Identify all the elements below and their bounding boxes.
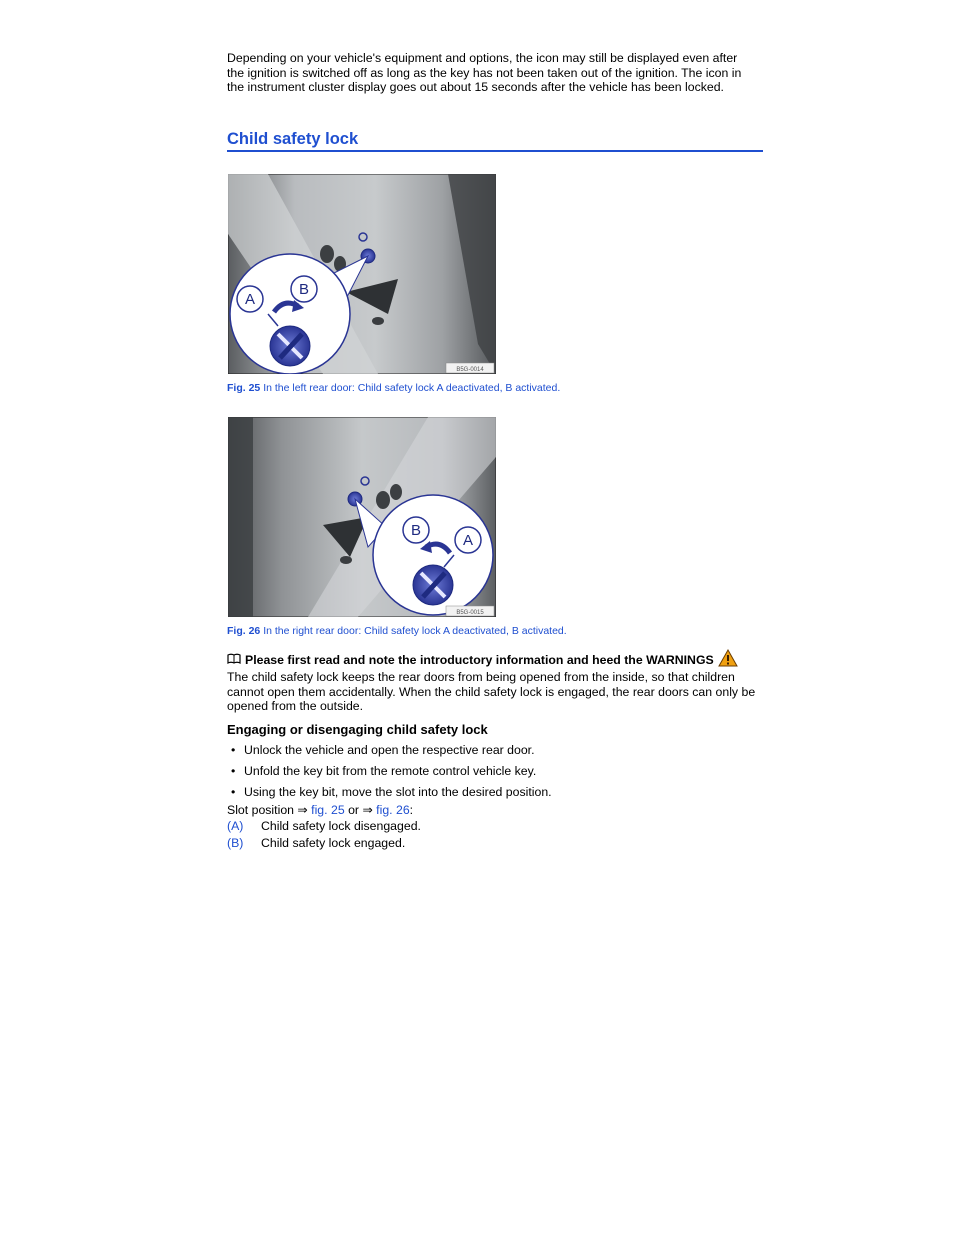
bullet-icon: • (231, 764, 236, 778)
steps-list (227, 743, 552, 806)
fig25-code: B5G-0014 (456, 367, 484, 373)
list-item: • Unfold the key bit from the remote control vehicle key. (231, 764, 537, 778)
intro-paragraph: Depending on your vehicle's equipment and options, the icon may still be displayed even after the ignition is switched off as long as the key has not been taken out of the ignition. The icon in the instrument cluster display goes out about 15 seconds after the vehicle has been locked. (227, 51, 742, 94)
body-paragraph: The child safety lock keeps the rear doors from being opened from the inside, so that children cannot open them accidentally. When the child safety lock is engaged, the rear doors can only be opened from the outside. (227, 670, 756, 713)
list-item: • Unlock the vehicle and open the respective rear door. (231, 743, 535, 757)
figure-26-caption (227, 625, 567, 637)
arrow-icon: ⇒ (297, 803, 308, 817)
legend-row-b: (B) Child safety lock engaged. (227, 836, 406, 850)
figure-25-image (228, 174, 496, 374)
bullet-icon: • (231, 785, 236, 799)
bullet-icon: • (231, 743, 236, 757)
slot-legend (227, 818, 421, 852)
fig25-link[interactable]: fig. 25 (311, 803, 345, 817)
subheading: Engaging or disengaging child safety lock (227, 722, 488, 737)
fig25-number: Fig. 25 (227, 382, 261, 394)
fig25-label-a: A (244, 291, 256, 308)
fig25-label-b: B (298, 281, 310, 298)
fig26-label-a: A (462, 532, 474, 549)
book-icon (227, 653, 241, 667)
list-item: • Using the key bit, move the slot into the desired position. (231, 785, 552, 799)
fig26-code: B5G-0015 (456, 610, 484, 616)
note-text: Please first read and note the introductory information and heed the WARNINGS (245, 652, 714, 667)
fig26-label-b: B (410, 522, 422, 539)
section-heading: Child safety lock (227, 130, 763, 152)
slot-position-line: Slot position ⇒ fig. 25 or ⇒ fig. 26: (227, 803, 414, 817)
arrow-icon: ⇒ (362, 803, 373, 817)
fig26-link[interactable]: fig. 26 (376, 803, 410, 817)
figure-25-caption (227, 382, 560, 394)
fig26-caption-text: In the right rear door: Child safety lock A deactivated, B activated. (263, 625, 567, 637)
intro-note (227, 649, 738, 670)
legend-row-a: (A) Child safety lock disengaged. (227, 819, 421, 833)
fig26-number: Fig. 26 (227, 625, 261, 637)
warning-triangle-icon[interactable] (718, 649, 738, 670)
fig25-caption-text: In the left rear door: Child safety lock A deactivated, B activated. (263, 382, 561, 394)
figure-26-image (228, 417, 496, 617)
